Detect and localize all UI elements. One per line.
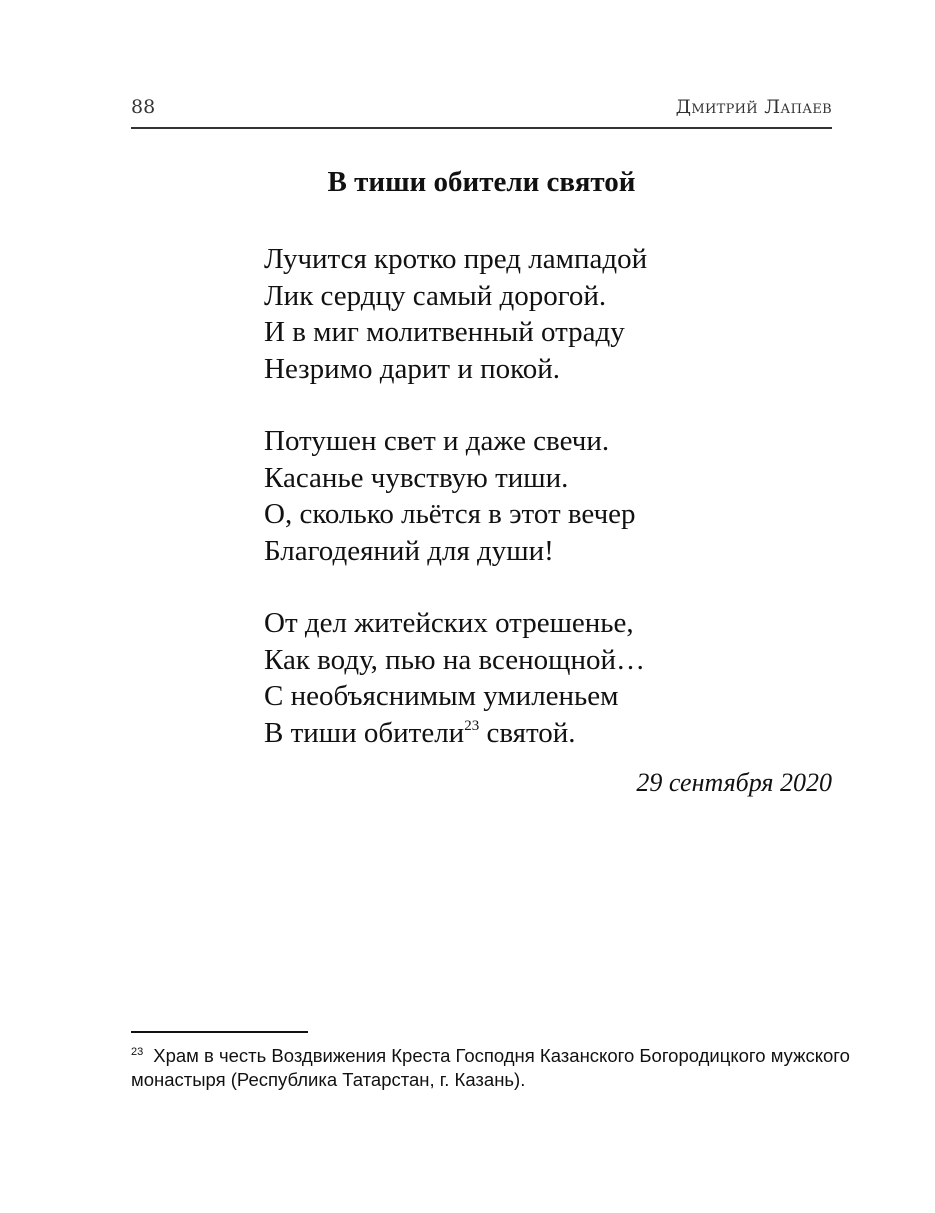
- footnote-mark: 23: [131, 1046, 144, 1058]
- footnote-reference[interactable]: 23: [464, 717, 480, 734]
- poem-line-last: [264, 715, 647, 752]
- stanza-3: [264, 605, 647, 751]
- poem-line: Лучится кротко пред лампадой: [264, 243, 648, 275]
- poem-title: В тиши обители святой: [327, 166, 636, 198]
- poem-line-text: В тиши обители: [264, 716, 465, 749]
- poem-line: От дел житейских отрешенье,: [264, 607, 634, 639]
- poem-line: И в миг молитвенный отраду: [264, 316, 625, 348]
- header-divider: [131, 127, 832, 129]
- poem-line: Незримо дарит и покой.: [264, 352, 560, 385]
- poem-line: О, сколько льётся в этот вечер: [264, 498, 636, 530]
- stanza-2: [264, 423, 647, 569]
- poem-line: Как воду, пью на всенощной…: [264, 643, 645, 676]
- poem-line: Касанье чувствую тиши.: [264, 461, 569, 494]
- poem-body: [264, 241, 647, 787]
- footnote-text: Храм в честь Воздвижения Креста Господня Казанского Богородицкого мужского монастыря (Республика Татарстан, г. Казань).: [131, 1045, 850, 1090]
- page-number: 88: [131, 96, 156, 118]
- running-header: [131, 94, 832, 128]
- poem-line-text: святой.: [479, 716, 576, 749]
- author-name: Дмитрий Лапаев: [675, 96, 832, 118]
- poem-line: Потушен свет и даже свечи.: [264, 425, 610, 457]
- stanza-1: [264, 241, 647, 387]
- poem-line: С необъяснимым умиленьем: [264, 680, 619, 712]
- poem-line: Благодеяний для души!: [264, 534, 554, 567]
- footnote: [131, 1040, 851, 1092]
- poem-line: Лик сердцу самый дорогой.: [264, 279, 607, 312]
- poem-date: 29 сентября 2020: [636, 768, 832, 797]
- footnote-divider: [131, 1031, 308, 1033]
